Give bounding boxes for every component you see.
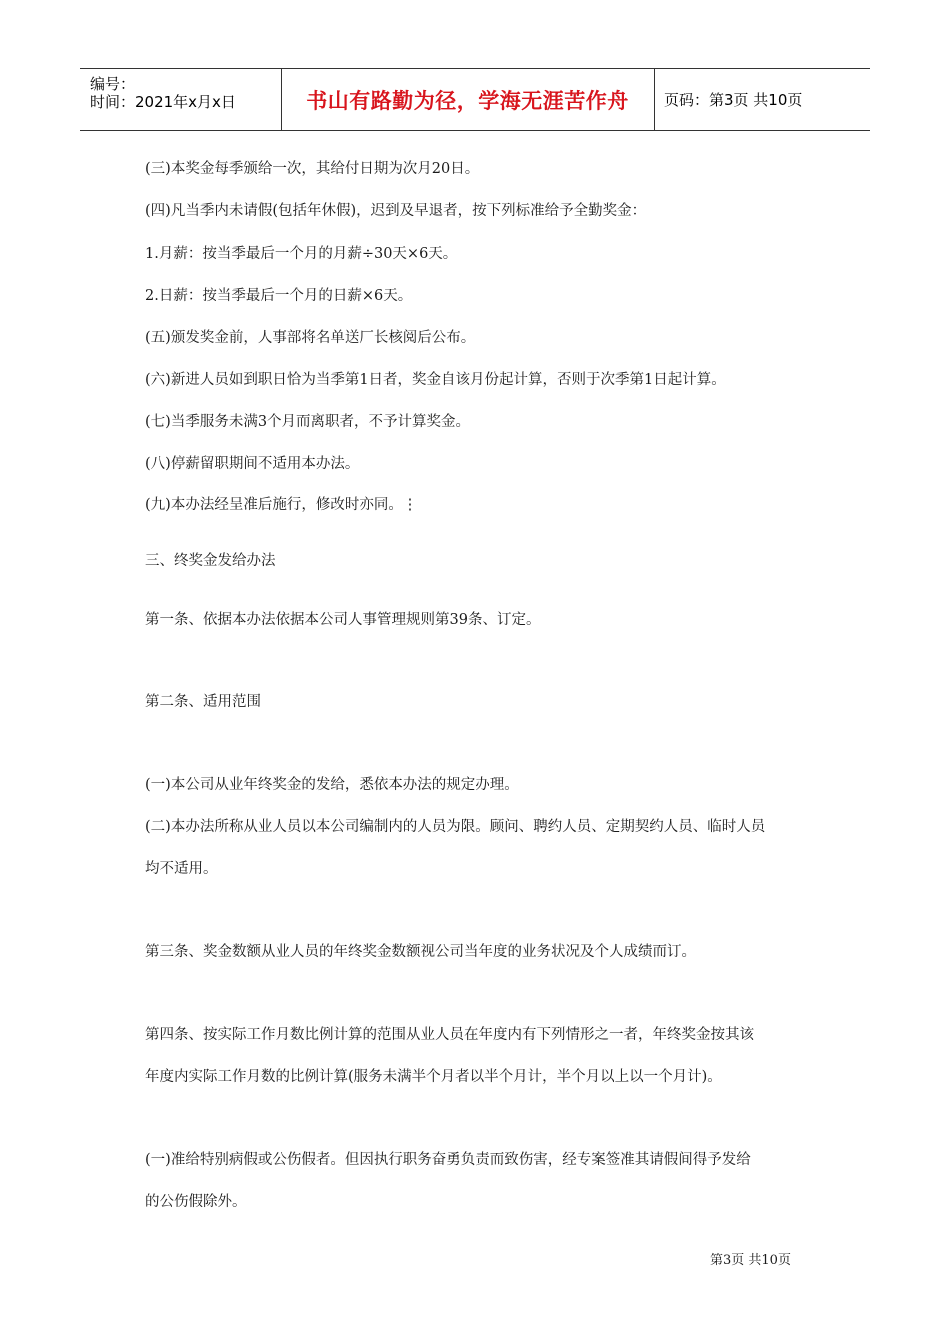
footer-page-number: 第3页 共10页: [710, 1253, 791, 1268]
section-heading: 三、终奖金发给办法: [145, 553, 276, 569]
number-label: 编号：: [90, 75, 136, 93]
paragraph: (六)新进人员如到职日恰为当季第1日者，奖金自该月份起计算，否则于次季第1日起计算。: [145, 372, 726, 388]
paragraph: (八)停薪留职期间不适用本办法。: [145, 456, 360, 472]
paragraph: 第一条、依据本办法依据本公司人事管理规则第39条、订定。: [145, 612, 541, 628]
paragraph: (九)本办法经呈准后施行，修改时亦同。⋮: [145, 497, 418, 513]
header-meta: [80, 69, 282, 130]
paragraph: (七)当季服务未满3个月而离职者，不予计算奖金。: [145, 414, 471, 430]
paragraph: 1.月薪：按当季最后一个月的月薪÷30天×6天。: [145, 246, 458, 262]
paragraph: (四)凡当季内未请假(包括年休假)，迟到及早退者，按下列标准给予全勤奖金：: [145, 203, 647, 219]
paragraph: 的公伤假除外。: [145, 1194, 247, 1210]
paragraph: (一)本公司从业年终奖金的发给，悉依本办法的规定办理。: [145, 777, 519, 793]
paragraph: 年度内实际工作月数的比例计算(服务未满半个月者以半个月计，半个月以上以一个月计)。: [145, 1069, 722, 1085]
document-header: [80, 68, 870, 131]
paragraph: 第二条、适用范围: [145, 694, 261, 710]
paragraph: 2.日薪：按当季最后一个月的日薪×6天。: [145, 288, 413, 304]
paragraph: 第三条、奖金数额从业人员的年终奖金数额视公司当年度的业务状况及个人成绩而订。: [145, 944, 696, 960]
paragraph: (一)准给特别病假或公伤假者。但因执行职务奋勇负责而致伤害，经专案签准其请假间得予发给: [145, 1152, 751, 1168]
paragraph: (三)本奖金每季颁给一次，其给付日期为次月20日。: [145, 161, 480, 177]
date-label: 时间：2021年x月x日: [90, 93, 236, 111]
paragraph: 第四条、按实际工作月数比例计算的范围从业人员在年度内有下列情形之一者，年终奖金按其该: [145, 1027, 754, 1043]
paragraph: 均不适用。: [145, 861, 218, 877]
header-motto: 书山有路勤为径，学海无涯苦作舟: [281, 69, 655, 130]
header-page-number: 页码：第3页 共10页: [664, 91, 803, 109]
paragraph: (五)颁发奖金前，人事部将名单送厂长核阅后公布。: [145, 330, 476, 346]
paragraph: (二)本办法所称从业人员以本公司编制内的人员为限。顾问、聘约人员、定期契约人员、临时人员: [145, 819, 766, 835]
